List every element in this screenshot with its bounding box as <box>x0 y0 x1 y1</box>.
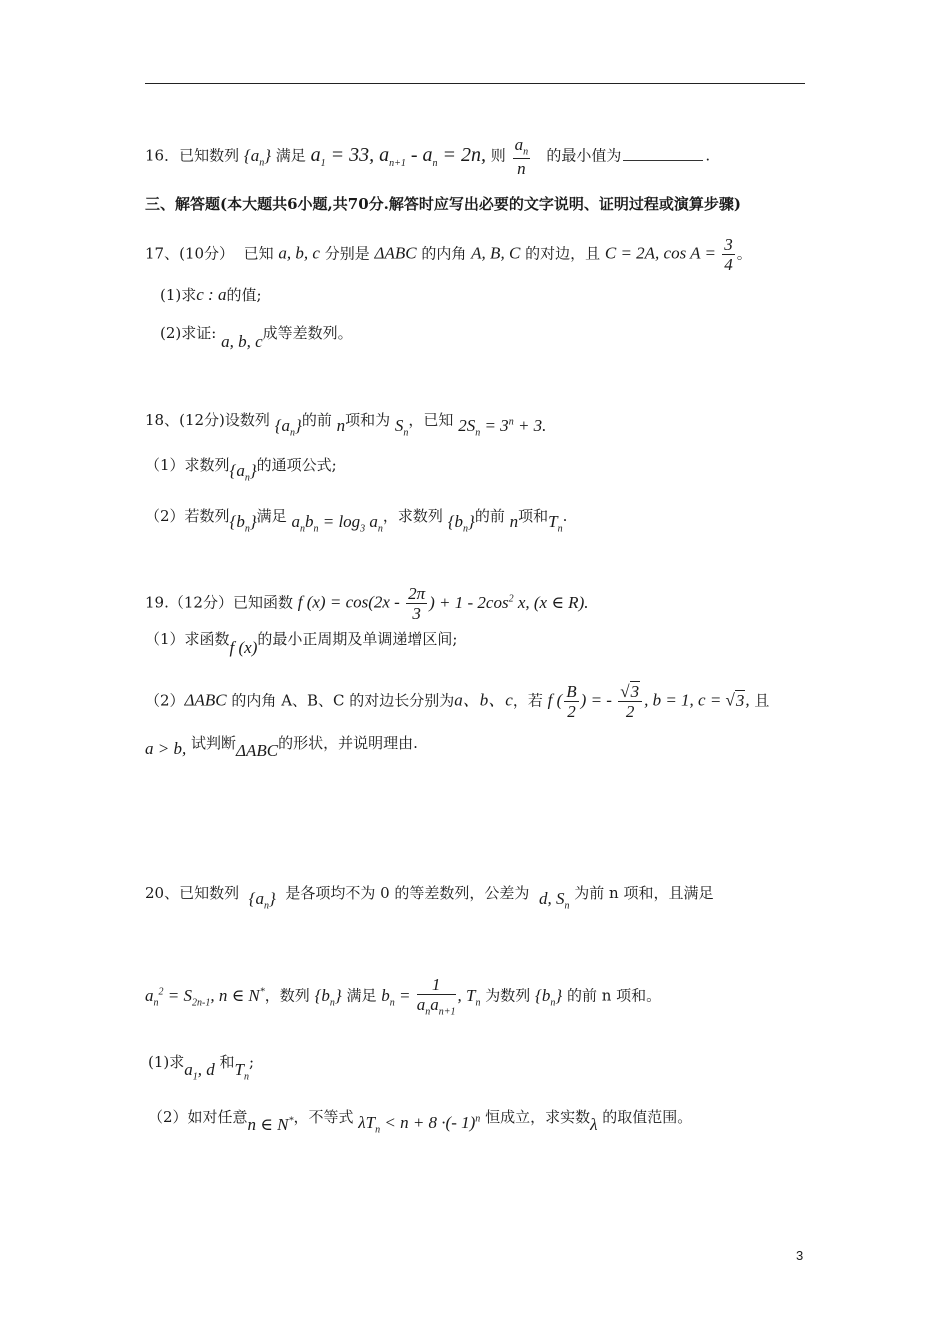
formula-b1-csqrt3: , b = 1, c = √3, <box>644 690 750 710</box>
formula-function-tail: ) + $1 - 2\cos^2$ x, (x ∈ R). <box>429 592 589 612</box>
formula-anbn-log: $a_nb_n = \log_3 a_n$ <box>291 512 383 535</box>
formula-f-b-half: f ( <box>547 690 563 710</box>
formula-n: n <box>509 512 519 531</box>
question-17-part-1: (1)求c : a的值; <box>160 285 262 304</box>
formula-sequence-bn: $\{b_n\}$ <box>447 512 475 535</box>
formula-abc-sequence: a, b, c <box>221 332 263 351</box>
formula-lambda: λ <box>590 1115 598 1134</box>
formula-sequence-an: $\{a_n\}$ <box>243 145 272 169</box>
section-heading: 三、解答题(本大题共6小题,共70分.解答时应写出必要的文字说明、证明过程或演算步骤) <box>145 195 741 213</box>
page-number: 3 <box>796 1248 804 1263</box>
formula-d-sn: d, $S_n$ <box>538 889 570 912</box>
question-20: 20、已知数列 $\{a_n\}$ 是各项均不为 0 的等差数列，公差为 d, $S_n$ 为前 n 项和，且满足 <box>145 884 714 912</box>
formula-n-in-nstar: n ∈ N* <box>247 1115 294 1134</box>
formula-angles: A, B, C <box>471 243 521 263</box>
formula-n: n <box>336 416 346 435</box>
question-20-line-2: $a_n^2 = S_{2n-1}$, n ∈ N*，数列 $\{b_n\}$ 满足 $b_n$ = $\frac{1}{a_na_{n+1}}$ , $T_n$ 为数列 $\{b_n\}$ 的前 n 项和。 <box>145 975 662 1018</box>
question-18: 18、(12分)设数列 $\{a_n\}$的前 n项和为 $S_n$，已知 $2S_n = 3^n + 3$. <box>145 411 547 439</box>
formula-a-gt-b: a > b, <box>145 739 187 758</box>
formula-b-over-two: $\frac{B}{2}$ <box>566 682 577 721</box>
formula-c-2a-cos: C = 2A, cos A = <box>604 243 721 263</box>
formula-an-over-n: $\frac{a_n}{n}$ <box>514 135 529 179</box>
formula-three-quarters: $\frac{3}{4}$ <box>724 235 733 274</box>
formula-sequence-an: $\{a_n\}$ <box>248 889 276 912</box>
formula-triangle-abc: ΔABC <box>374 243 417 263</box>
formula-abc: a, b, c <box>278 243 320 263</box>
header-rule <box>145 83 805 84</box>
question-19: 19.（12分）已知函数 f (x) = cos(2x - $\frac{2\pi}{3}$ ) + $1 - 2\cos^2$ x, (x ∈ R). <box>145 584 589 623</box>
formula-sequence-bn: $\{b_n\}$ <box>535 985 563 1009</box>
question-17-part-2: (2)求证: a, b, c成等差数列。 <box>160 324 353 351</box>
formula-inequality: $\lambda T_n < n + 8$ ·(- 1)$^n$ <box>358 1113 481 1136</box>
formula-triangle-abc: ΔABC <box>236 741 279 760</box>
formula-sqrt3-over-two: $\frac{√3}{2}$ <box>618 683 642 720</box>
question-20-part-1: (1)求$a_1$, d 和$T_n$; <box>148 1053 255 1083</box>
question-19-part-1: （1）求函数f (x)的最小正周期及单调递增区间; <box>145 630 458 657</box>
formula-two-pi-over-three: $\frac{2\pi}{3}$ <box>408 584 426 623</box>
formula-sn: $S_n$ <box>394 416 409 439</box>
formula-triangle-abc: ΔABC <box>184 690 227 710</box>
formula-tn: $T_n$ <box>234 1060 250 1083</box>
formula-sequence-an: $\{a_n\}$ <box>274 416 302 439</box>
formula-side-lengths: a、b、c <box>454 690 513 710</box>
question-19-part-2: （2）ΔABC 的内角 A、B、C 的对边长分别为a、b、c，若 f ( $\frac{B}{2}$ ) = - $\frac{√3}{2}$ , b = 1, c = √3, 且 <box>145 682 770 721</box>
formula-tn: $T_n$ <box>548 512 563 535</box>
formula-recurrence: $a_1 = 33$, $a_{n+1} - a_n = 2n$, <box>310 143 487 169</box>
question-20-part-2: （2）如对任意n ∈ N*，不等式 $\lambda T_n < n + 8$ ·(- 1)$^n$ 恒成立，求实数λ 的取值范围。 <box>148 1108 693 1136</box>
formula-sum-condition: $2S_n = 3^n + 3$. <box>458 416 547 439</box>
formula-equals-minus: ) = - <box>580 690 617 710</box>
formula-function-f: f (x) = cos(2x - <box>297 592 405 612</box>
question-18-part-1: （1）求数列$\{a_n\}$的通项公式; <box>145 456 337 484</box>
answer-blank[interactable] <box>623 160 703 161</box>
formula-c-ratio-a: c : a <box>196 285 227 304</box>
question-19-part-2-cont: a > b, 试判断ΔABC的形状，并说明理由. <box>145 734 418 760</box>
formula-sequence-an: $\{a_n\}$ <box>229 461 257 484</box>
formula-one-over-anan1: $\frac{1}{a_na_{n+1}}$ <box>416 975 456 1018</box>
question-16: 16．已知数列 $\{a_n\}$ 满足 $a_1 = 33$, $a_{n+1} - a_n = 2n$, 则 $\frac{a_n}{n}$ 的最小值为 . <box>145 135 711 179</box>
formula-tn: , $T_n$ <box>457 985 481 1009</box>
formula-a1-d: $a_1$, d <box>184 1060 215 1083</box>
formula-sequence-bn: $\{b_n\}$ <box>229 512 257 535</box>
formula-an-squared: $a_n^2 = S_{2n-1}$, n ∈ N* <box>145 985 265 1009</box>
formula-fx: f (x) <box>229 638 258 657</box>
question-17: 17、(10分） 已知 a, b, c 分别是 ΔABC 的内角 A, B, C 的对边，且 C = 2A, cos A = $\frac{3}{4}$ 。 <box>145 235 752 274</box>
question-18-part-2: （2）若数列$\{b_n\}$满足 $a_nb_n = \log_3 a_n$，求数列 $\{b_n\}$的前 n项和$T_n$. <box>145 507 568 535</box>
formula-sequence-bn: $\{b_n\}$ <box>314 985 342 1009</box>
formula-bn: $b_n$ = <box>381 985 415 1009</box>
